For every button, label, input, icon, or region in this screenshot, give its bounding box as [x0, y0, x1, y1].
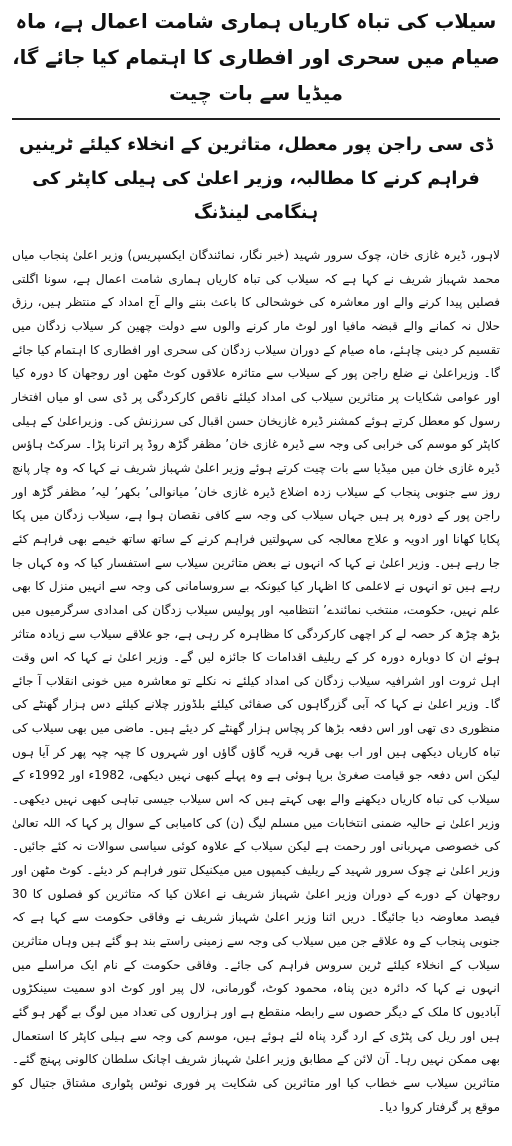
article-headline: سیلاب کی تباہ کاریاں ہماری شامت اعمال ہے، ماہ صیام میں سحری اور افطاری کا اہتمام کیا جائے گا، میڈیا سے بات چیت: [12, 10, 500, 105]
article-body: لاہور، ڈیرہ غازی خان، چوک سرور شہید (خبر نگار، نمائندگان ایکسپریس) وزیر اعلیٰ پنجاب میاں محمد شہباز شریف نے کہا ہے کہ سیلاب کی تباہ کاریاں ہماری شامت اعمال ہے، سونا اگلتی فصلیں پیدا کرنے والے اور معاشرہ کی خوشحالی کا باعث بننے والے آج امداد کے منتظر ہیں، رزق حلال نہ کمانے والے قبضہ مافیا اور لوٹ مار کرنے والوں سے دولت چھین کر سیلاب زدگان میں تقسیم کر دینی چاہئے، ماہ صیام کے دوران سیلاب زدگان کی سحری اور افطاری کا اہتمام کیا جائے گا۔ وزیراعلیٰ نے ضلع راجن پور کے سیلاب سے متاثرہ علاقوں کوٹ مٹھن اور روجھان کا دورہ کیا اور عوامی شکایات پر متاثرین سیلاب کی امداد کیلئے ناقص کارکردگی پر ڈی سی او میاں افتخار رسول کو معطل کرتے ہوئے کمشنر ڈیرہ غازیخان حسن اقبال کی سرزنش کی۔ وزیراعلیٰ کے ہیلی کاپٹر کو موسم کی خرابی کی وجہ سے ڈیرہ غازی خان’ مظفر گڑھ روڈ پر اترنا پڑا۔ سرکٹ ہاؤس ڈیرہ غازی خان میں میڈیا سے بات چیت کرتے ہوئے وزیر اعلیٰ شہباز شریف نے کہا کہ وہ چار پانچ روز سے جنوبی پنجاب کے سیلاب زدہ اضلاع ڈیرہ غازی خان’ میانوالی’ بکھر’ لیہ’ مظفر گڑھ اور راجن پور کے دورہ پر ہیں جہاں سیلاب کی وجہ سے کافی نقصان ہوا ہے، سیلاب زدگان میں پکا پکایا کھانا اور ادویہ و علاج معالجہ کی سہولتیں فراہم کرنے کے ساتھ ساتھ خیمے بھی فراہم کئے جا رہے ہیں۔ وزیر اعلیٰ نے کہا کہ انہوں نے بعض متاثرین سیلاب سے استفسار کیا کہ وہ کہاں جا رہے ہیں تو انہوں نے لاعلمی کا اظہار کیا کیونکہ بے سروسامانی کی وجہ سے انہیں منزل کا بھی علم نہیں، حکومت، منتخب نمائندے’ انتظامیہ اور پولیس سیلاب زدگان کی امدادی سرگرمیوں میں بڑھ چڑھ کر حصہ لے کر اچھی کارکردگی کا مظاہرہ کر رہی ہے، جو علاقے سیلاب سے زیادہ متاثر ہوئے ان کا دوبارہ دورہ کر کے ریلیف اقدامات کا جائزہ لیں گے۔ وزیر اعلیٰ نے کہا کہ اس وقت اہل ثروت اور اشرافیہ سیلاب زدگان کی امداد کیلئے نہ نکلے تو معاشرہ میں خونی انقلاب آ جائے گا۔ وزیر اعلیٰ نے کہا کہ آبی گزرگاہوں کی صفائی کیلئے بلڈوزر چلانے کیلئے دس ہزار گھنٹے کی منظوری دی تھی اور اس دفعہ بڑھا کر پچاس ہزار گھنٹے کر دیئے ہیں۔ ماضی میں بھی سیلاب کی تباہ کاریاں دیکھی ہیں اور اب بھی قریہ قریہ گاؤں گاؤں اور شہروں کا چپہ چپہ پھر کر آیا ہوں لیکن اس دفعہ جو قیامت صغریٰ برپا ہوئی ہے وہ پہلے کبھی نہیں دیکھی، 1982ء اور 1992ء کے سیلاب کی تباہ کاریاں دیکھنے والے بھی کہتے ہیں کہ اس سیلاب جیسی تباہی کبھی نہیں دیکھی۔ وزیر اعلیٰ نے حالیہ ضمنی انتخابات میں مسلم لیگ (ن) کی کامیابی کے سوال پر کہا کہ اللہ تعالیٰ کی خصوصی مہربانی اور رحمت ہے لیکن سیلاب کے علاوہ کوئی سیاسی سوالات نہ کئے جائیں۔ وزیر اعلیٰ نے چوک سرور شہید کے ریلیف کیمپوں میں میکنیکل تنور فراہم کر دیئے۔ کوٹ مٹھن اور روجھان کے دورے کے دوران وزیر اعلیٰ شہباز شریف نے اعلان کیا کہ متاثرین کو فصلوں کا 30 فیصد معاوضہ دیا جائیگا۔ دریں اثنا وزیر اعلیٰ شہباز شریف نے وفاقی حکومت سے کہا ہے کہ جنوبی پنجاب کے وہ علاقے جن میں سیلاب کی وجہ سے زمینی راستے بند ہو گئے ہیں وہاں متاثرین سیلاب کے انخلاء کیلئے ٹرین سروس فراہم کی جائے۔ وفاقی حکومت کے نام ایک مراسلے میں انہوں نے کہا کہ دائرہ دین پناہ، محمود کوٹ، گورمانی، لال پیر اور کوٹ ادو سمیت سینکڑوں آبادیوں کا ملک کے دیگر حصوں سے رابطہ منقطع ہے اور ہزاروں کی تعداد میں لوگ بے گھر ہو گئے ہیں اور ریل کی پٹڑی کے ارد گرد پناہ لئے ہوئے ہیں، موسم کی وجہ سے ہیلی کاپٹر کا استعمال بھی ممکن نہیں رہا۔ آن لائن کے مطابق وزیر اعلیٰ شہباز شریف اچانک سلطان کالونی پہنچ گئے۔ متاثرین سیلاب سے خطاب کیا اور متاثرین کی شکایت پر فوری نوٹس پٹواری مشتاق جتیال کو موقع پر گرفتار کروا دیا۔: [12, 248, 500, 1114]
headline-divider: [12, 118, 500, 120]
article-subheadline: ڈی سی راجن پور معطل، متاثرین کے انخلاء کیلئے ٹرینیں فراہم کرنے کا مطالبہ، وزیر اعلیٰ کی ہیلی کاپٹر کی ہنگامی لینڈنگ: [19, 135, 493, 223]
